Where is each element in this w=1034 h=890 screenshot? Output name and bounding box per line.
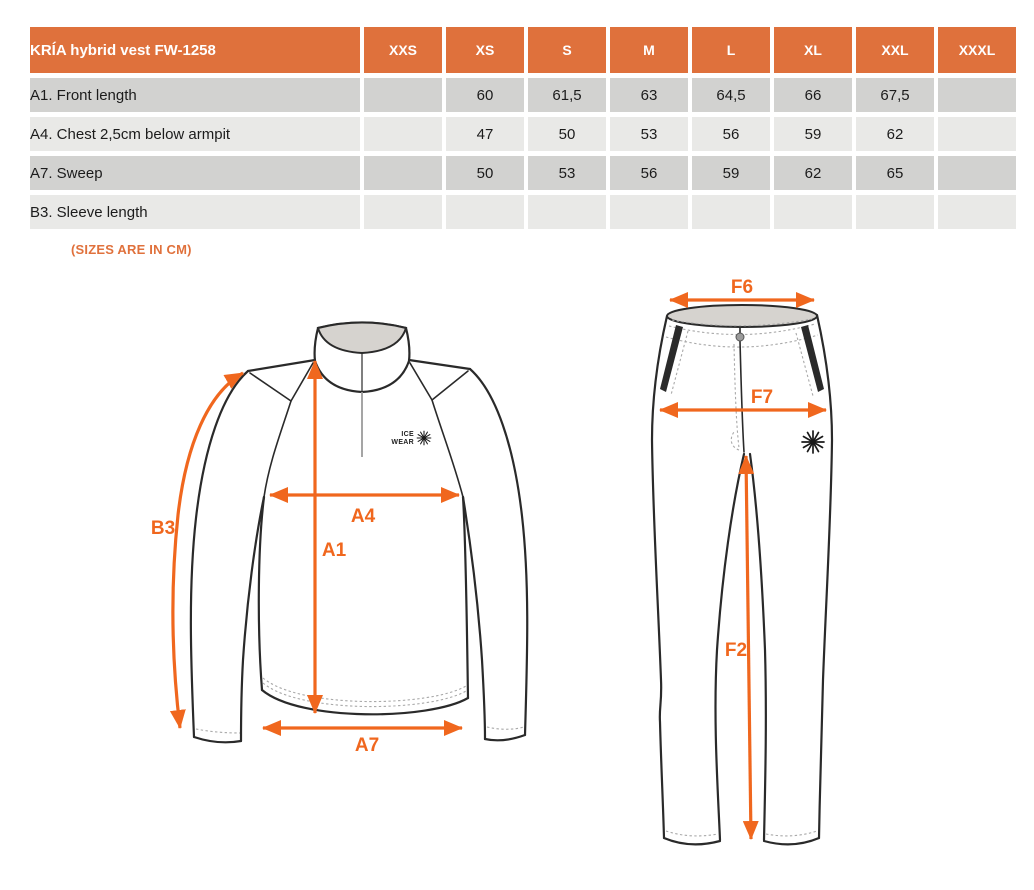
icewear-logo bbox=[391, 431, 430, 446]
a7-arrow bbox=[263, 728, 462, 756]
snowflake-icon bbox=[417, 431, 431, 445]
f7-label: F7 bbox=[750, 387, 774, 408]
a4-arrow bbox=[270, 495, 459, 527]
waistband-shade bbox=[667, 305, 817, 327]
row-label: A7. Sweep bbox=[30, 156, 360, 190]
size-column-header-m: M bbox=[610, 27, 688, 73]
cell-value: 59 bbox=[692, 156, 770, 190]
cell-value: 67,5 bbox=[856, 78, 934, 112]
collar-shade bbox=[318, 323, 406, 354]
row-label: A1. Front length bbox=[30, 78, 360, 112]
cell-value: 63 bbox=[610, 78, 688, 112]
cell-value: 66 bbox=[774, 78, 852, 112]
cell-value: 62 bbox=[774, 156, 852, 190]
f6-arrow bbox=[670, 277, 814, 300]
f2-label: F2 bbox=[724, 640, 748, 661]
waist-button bbox=[736, 333, 744, 341]
snowflake-icon bbox=[802, 431, 824, 453]
cell-value: 53 bbox=[610, 117, 688, 151]
cell-value: 61,5 bbox=[528, 78, 606, 112]
cell-value: 56 bbox=[610, 156, 688, 190]
cell-value: 56 bbox=[692, 117, 770, 151]
row-label: B3. Sleeve length bbox=[30, 195, 360, 229]
cell-value: 60 bbox=[446, 78, 524, 112]
a4-label: A4 bbox=[350, 506, 376, 527]
cell-value: 50 bbox=[446, 156, 524, 190]
row-label: A4. Chest 2,5cm below armpit bbox=[30, 117, 360, 151]
size-column-header-xxs: XXS bbox=[364, 27, 442, 73]
vest-diagram bbox=[151, 323, 527, 757]
a1-arrow bbox=[315, 361, 347, 713]
size-column-header-xs: XS bbox=[446, 27, 524, 73]
size-column-header-s: S bbox=[528, 27, 606, 73]
product-title: KRÍA hybrid vest FW-1258 bbox=[30, 27, 360, 73]
a1-label: A1 bbox=[321, 540, 347, 561]
size-column-header-xxxl: XXXL bbox=[938, 27, 1016, 73]
size-column-header-xxl: XXL bbox=[856, 27, 934, 73]
f2-arrow bbox=[725, 456, 751, 839]
size-column-header-xl: XL bbox=[774, 27, 852, 73]
cell-value: 50 bbox=[528, 117, 606, 151]
f6-label: F6 bbox=[730, 277, 754, 298]
cell-value: 59 bbox=[774, 117, 852, 151]
svg-text:ICE: ICE bbox=[401, 431, 414, 438]
a7-label: A7 bbox=[354, 735, 380, 756]
cell-value: 62 bbox=[856, 117, 934, 151]
cell-value: 53 bbox=[528, 156, 606, 190]
svg-text:WEAR: WEAR bbox=[391, 439, 414, 446]
b3-arrow bbox=[151, 373, 243, 728]
units-note: (SIZES ARE IN CM) bbox=[71, 242, 192, 257]
cell-value: 65 bbox=[856, 156, 934, 190]
pants-diagram bbox=[652, 277, 832, 844]
size-column-header-l: L bbox=[692, 27, 770, 73]
cell-value: 47 bbox=[446, 117, 524, 151]
f7-arrow bbox=[660, 387, 826, 410]
b3-label: B3 bbox=[150, 518, 176, 539]
cell-value: 64,5 bbox=[692, 78, 770, 112]
